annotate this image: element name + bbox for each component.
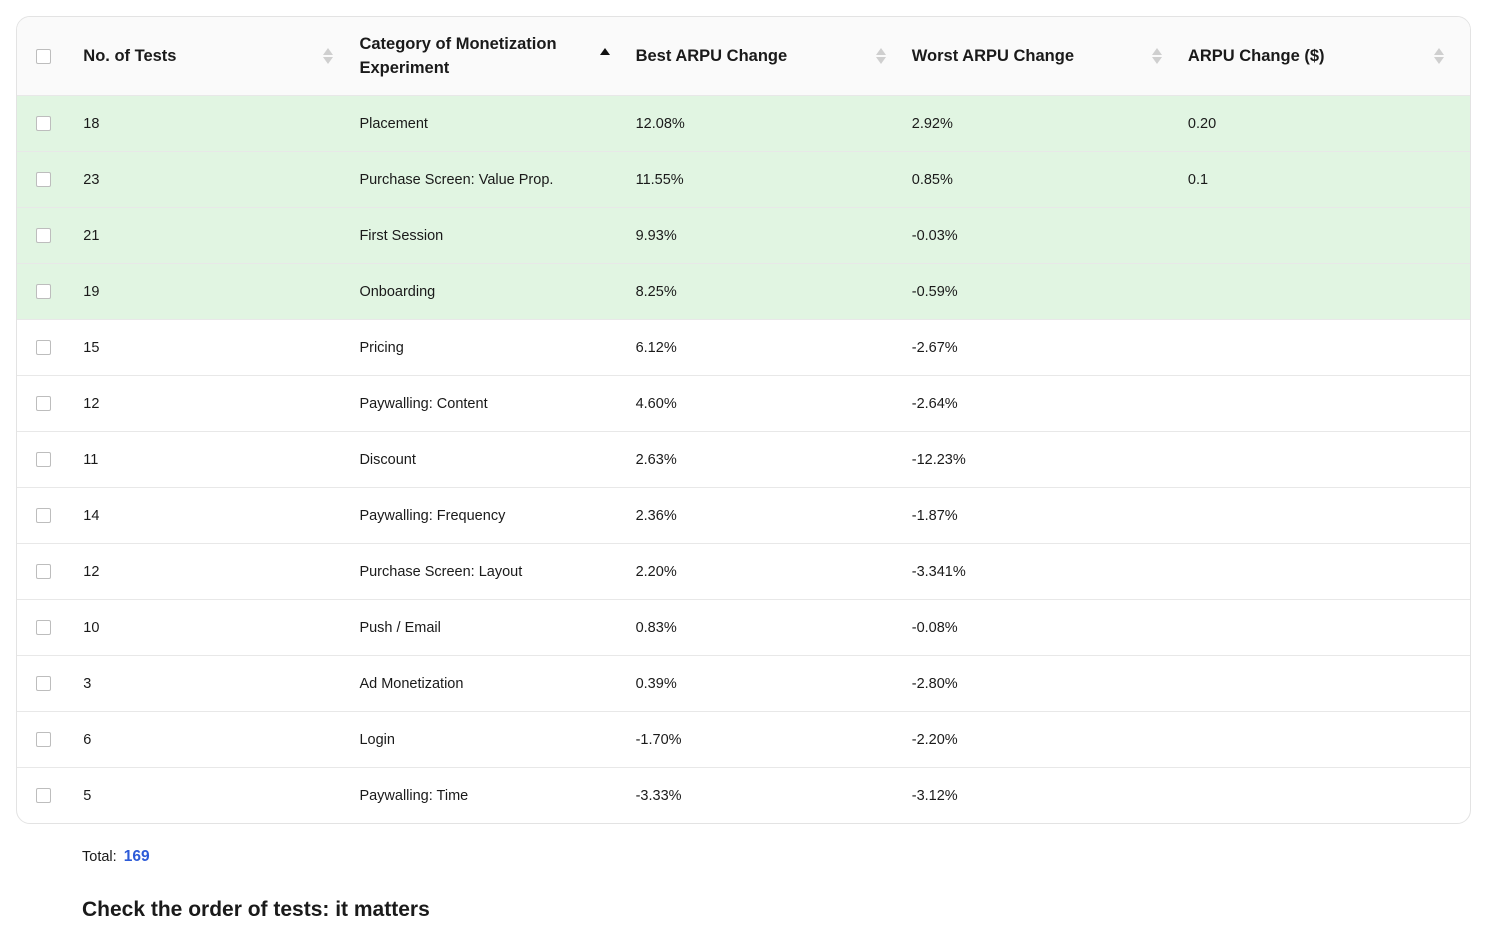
cell-category-value: Push / Email bbox=[359, 619, 441, 636]
row-checkbox[interactable] bbox=[36, 284, 51, 299]
cell-tests-value: 15 bbox=[83, 339, 100, 356]
table-row[interactable] bbox=[17, 711, 1470, 767]
table-row[interactable] bbox=[17, 375, 1470, 431]
cell-category-value: Paywalling: Content bbox=[359, 395, 488, 412]
row-checkbox[interactable] bbox=[36, 116, 51, 131]
cell-category-value: Purchase Screen: Layout bbox=[359, 563, 523, 580]
experiments-table bbox=[16, 16, 1471, 824]
row-select-cell bbox=[17, 284, 83, 299]
cell-worst-arpu bbox=[912, 732, 1188, 748]
cell-worst-arpu bbox=[912, 676, 1188, 692]
row-checkbox[interactable] bbox=[36, 676, 51, 691]
row-checkbox[interactable] bbox=[36, 732, 51, 747]
row-select-cell bbox=[17, 564, 83, 579]
row-checkbox[interactable] bbox=[36, 564, 51, 579]
cell-arpu-change bbox=[1188, 172, 1470, 188]
row-checkbox[interactable] bbox=[36, 228, 51, 243]
cell-worst-arpu-value: -12.23% bbox=[911, 451, 966, 468]
cell-category-value: Pricing bbox=[359, 339, 404, 356]
cell-category bbox=[359, 340, 635, 356]
cell-category bbox=[359, 228, 635, 244]
cell-best-arpu-value: 2.63% bbox=[635, 451, 677, 468]
cell-tests bbox=[83, 172, 359, 188]
cell-category-value: Paywalling: Frequency bbox=[359, 507, 506, 524]
cell-best-arpu-value: 8.25% bbox=[635, 283, 677, 300]
row-select-cell bbox=[17, 396, 83, 411]
total-count bbox=[82, 848, 150, 866]
cell-category bbox=[359, 172, 635, 188]
cell-best-arpu-value: -3.33% bbox=[635, 787, 682, 804]
total-value: 169 bbox=[123, 848, 150, 865]
cell-best-arpu-value: 0.39% bbox=[635, 675, 677, 692]
cell-best-arpu-value: 6.12% bbox=[635, 339, 677, 356]
cell-tests-value: 5 bbox=[83, 787, 92, 804]
cell-best-arpu bbox=[636, 620, 912, 636]
cell-worst-arpu bbox=[912, 620, 1188, 636]
cell-tests-value: 23 bbox=[83, 171, 100, 188]
cell-best-arpu-value: 4.60% bbox=[635, 395, 677, 412]
row-checkbox[interactable] bbox=[36, 620, 51, 635]
cell-category-value: Ad Monetization bbox=[359, 675, 464, 692]
table-row[interactable] bbox=[17, 767, 1470, 823]
cell-tests bbox=[83, 676, 359, 692]
cell-best-arpu bbox=[636, 732, 912, 748]
cell-best-arpu bbox=[636, 452, 912, 468]
cell-category-value: Login bbox=[359, 731, 395, 748]
select-all-checkbox[interactable] bbox=[36, 49, 51, 64]
cell-tests bbox=[83, 732, 359, 748]
table-row[interactable] bbox=[17, 431, 1470, 487]
cell-category-value: Placement bbox=[359, 115, 428, 132]
cell-worst-arpu bbox=[912, 564, 1188, 580]
cell-worst-arpu-value: -1.87% bbox=[911, 507, 958, 524]
sort-ascending-icon[interactable] bbox=[600, 48, 610, 64]
table-body bbox=[17, 95, 1470, 823]
row-select-cell bbox=[17, 732, 83, 747]
cell-tests bbox=[83, 564, 359, 580]
cell-arpu-change-value: 0.20 bbox=[1187, 115, 1217, 132]
row-select-cell bbox=[17, 172, 83, 187]
cell-best-arpu bbox=[636, 284, 912, 300]
cell-worst-arpu bbox=[912, 452, 1188, 468]
cell-best-arpu bbox=[636, 340, 912, 356]
cell-worst-arpu bbox=[912, 396, 1188, 412]
cell-category-value: Onboarding bbox=[359, 283, 436, 300]
cell-category bbox=[359, 452, 635, 468]
table-row[interactable] bbox=[17, 207, 1470, 263]
section-heading: Check the order of tests: it matters bbox=[82, 898, 430, 921]
cell-category bbox=[359, 284, 635, 300]
cell-worst-arpu-value: -2.64% bbox=[911, 395, 958, 412]
cell-worst-arpu bbox=[912, 788, 1188, 804]
cell-category bbox=[359, 788, 635, 804]
cell-worst-arpu-value: -2.20% bbox=[911, 731, 958, 748]
column-header-label: ARPU Change ($) bbox=[1187, 47, 1325, 65]
cell-category bbox=[359, 564, 635, 580]
cell-worst-arpu-value: -0.59% bbox=[911, 283, 958, 300]
cell-category bbox=[359, 396, 635, 412]
row-checkbox[interactable] bbox=[36, 788, 51, 803]
cell-tests bbox=[83, 788, 359, 804]
cell-category-value: Paywalling: Time bbox=[359, 787, 469, 804]
cell-worst-arpu bbox=[912, 228, 1188, 244]
table-row[interactable] bbox=[17, 95, 1470, 151]
cell-best-arpu bbox=[636, 676, 912, 692]
cell-tests-value: 14 bbox=[83, 507, 100, 524]
cell-tests bbox=[83, 284, 359, 300]
cell-worst-arpu bbox=[912, 116, 1188, 132]
cell-best-arpu-value: 0.83% bbox=[635, 619, 677, 636]
cell-best-arpu-value: 11.55% bbox=[635, 171, 684, 188]
column-header-best-arpu[interactable] bbox=[636, 44, 912, 68]
cell-worst-arpu bbox=[912, 340, 1188, 356]
cell-best-arpu-value: -1.70% bbox=[635, 731, 682, 748]
cell-arpu-change-value: 0.1 bbox=[1187, 171, 1209, 188]
cell-arpu-change bbox=[1188, 116, 1470, 132]
table-row[interactable] bbox=[17, 487, 1470, 543]
table-row[interactable] bbox=[17, 319, 1470, 375]
cell-tests bbox=[83, 228, 359, 244]
sort-icon[interactable] bbox=[323, 48, 333, 64]
cell-category bbox=[359, 732, 635, 748]
column-header-label: No. of Tests bbox=[83, 47, 177, 65]
cell-worst-arpu-value: -2.67% bbox=[911, 339, 958, 356]
cell-best-arpu-value: 2.36% bbox=[635, 507, 677, 524]
cell-worst-arpu-value: 0.85% bbox=[911, 171, 953, 188]
column-header-label: Worst ARPU Change bbox=[911, 47, 1075, 65]
sort-icon[interactable] bbox=[1152, 48, 1162, 64]
row-select-cell bbox=[17, 452, 83, 467]
row-select-cell bbox=[17, 620, 83, 635]
column-header-label: Best ARPU Change bbox=[635, 47, 788, 65]
cell-tests-value: 10 bbox=[83, 619, 100, 636]
cell-best-arpu-value: 12.08% bbox=[635, 115, 685, 132]
cell-tests-value: 12 bbox=[83, 563, 100, 580]
table-row[interactable] bbox=[17, 655, 1470, 711]
cell-best-arpu bbox=[636, 564, 912, 580]
cell-tests-value: 6 bbox=[83, 731, 92, 748]
row-select-cell bbox=[17, 676, 83, 691]
table-header bbox=[17, 17, 1470, 95]
cell-best-arpu bbox=[636, 788, 912, 804]
sort-icon[interactable] bbox=[1434, 48, 1444, 64]
cell-tests-value: 3 bbox=[83, 675, 92, 692]
cell-best-arpu-value: 9.93% bbox=[635, 227, 677, 244]
total-label: Total: bbox=[82, 849, 117, 865]
column-header-label: Category of Monetization Experiment bbox=[359, 35, 557, 77]
row-checkbox[interactable] bbox=[36, 172, 51, 187]
row-select-cell bbox=[17, 228, 83, 243]
cell-tests-value: 18 bbox=[83, 115, 100, 132]
cell-worst-arpu-value: -2.80% bbox=[911, 675, 958, 692]
cell-worst-arpu bbox=[912, 172, 1188, 188]
cell-tests bbox=[83, 508, 359, 524]
cell-worst-arpu-value: -3.341% bbox=[911, 563, 966, 580]
column-header-tests[interactable] bbox=[83, 44, 359, 68]
cell-tests-value: 11 bbox=[83, 451, 99, 468]
cell-best-arpu bbox=[636, 396, 912, 412]
row-select-cell bbox=[17, 340, 83, 355]
cell-worst-arpu-value: -0.08% bbox=[911, 619, 958, 636]
cell-tests-value: 21 bbox=[83, 227, 100, 244]
table-row[interactable] bbox=[17, 263, 1470, 319]
row-checkbox[interactable] bbox=[36, 508, 51, 523]
table-row[interactable] bbox=[17, 543, 1470, 599]
cell-category bbox=[359, 620, 635, 636]
row-checkbox[interactable] bbox=[36, 340, 51, 355]
cell-category bbox=[359, 116, 635, 132]
cell-tests bbox=[83, 452, 359, 468]
cell-tests bbox=[83, 340, 359, 356]
cell-best-arpu bbox=[636, 508, 912, 524]
row-checkbox[interactable] bbox=[36, 452, 51, 467]
sort-icon[interactable] bbox=[876, 48, 886, 64]
row-select-cell bbox=[17, 788, 83, 803]
cell-worst-arpu-value: -0.03% bbox=[911, 227, 958, 244]
row-select-cell bbox=[17, 508, 83, 523]
cell-tests bbox=[83, 116, 359, 132]
cell-tests bbox=[83, 620, 359, 636]
cell-category-value: First Session bbox=[359, 227, 444, 244]
cell-category bbox=[359, 508, 635, 524]
table-row[interactable] bbox=[17, 599, 1470, 655]
cell-tests bbox=[83, 396, 359, 412]
cell-worst-arpu-value: 2.92% bbox=[911, 115, 953, 132]
cell-tests-value: 12 bbox=[83, 395, 100, 412]
column-header-category[interactable] bbox=[359, 32, 635, 80]
cell-best-arpu-value: 2.20% bbox=[635, 563, 677, 580]
cell-best-arpu bbox=[636, 116, 912, 132]
row-select-cell bbox=[17, 116, 83, 131]
column-header-arpu-change[interactable] bbox=[1188, 44, 1470, 68]
cell-worst-arpu-value: -3.12% bbox=[911, 787, 958, 804]
cell-tests-value: 19 bbox=[83, 283, 100, 300]
cell-best-arpu bbox=[636, 228, 912, 244]
row-checkbox[interactable] bbox=[36, 396, 51, 411]
cell-category bbox=[359, 676, 635, 692]
select-all-cell bbox=[17, 49, 83, 64]
table-row[interactable] bbox=[17, 151, 1470, 207]
cell-worst-arpu bbox=[912, 284, 1188, 300]
cell-worst-arpu bbox=[912, 508, 1188, 524]
column-header-worst-arpu[interactable] bbox=[912, 44, 1188, 68]
cell-category-value: Discount bbox=[359, 451, 416, 468]
cell-category-value: Purchase Screen: Value Prop. bbox=[359, 171, 554, 188]
cell-best-arpu bbox=[636, 172, 912, 188]
